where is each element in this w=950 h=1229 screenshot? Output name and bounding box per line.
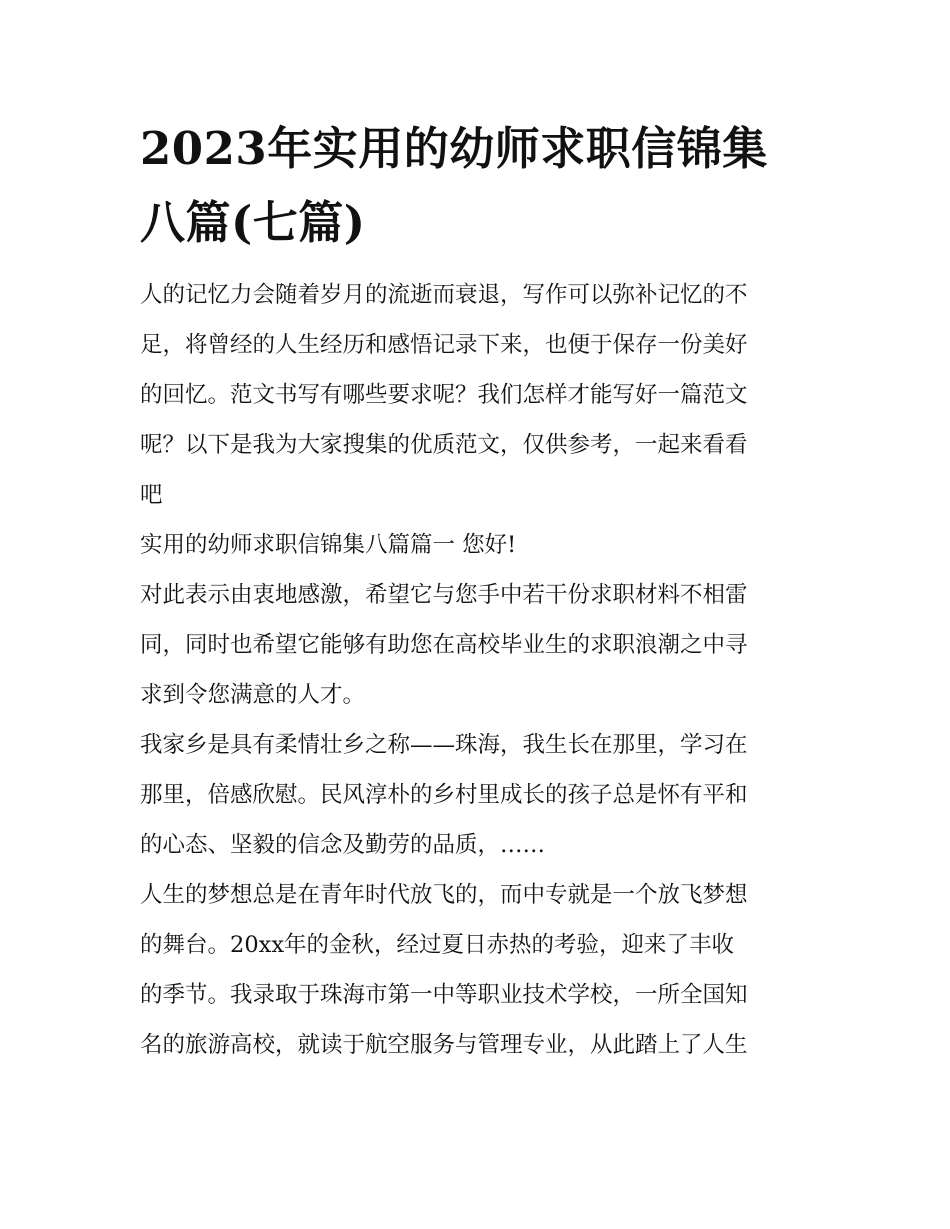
text-line: 实用的幼师求职信锦集八篇篇一 您好! [140,532,517,558]
paragraph-hometown [140,720,812,870]
title-line: 2023年实用的幼师求职信锦集 [140,122,768,175]
text-line: 求到令您满意的人才。 [140,682,366,708]
text-line: 呢？以下是我为大家搜集的优质范文，仅供参考，一起来看看 [140,432,748,458]
text-line: 名的旅游高校，就读于航空服务与管理专业，从此踏上了人生 [140,1032,748,1058]
text-line: 人的记忆力会随着岁月的流逝而衰退，写作可以弥补记忆的不 [140,282,748,308]
text-line: 人生的梦想总是在青年时代放飞的，而中专就是一个放飞梦想 [140,882,748,908]
text-line: 的心态、坚毅的信念及勤劳的品质，…… [140,832,546,858]
text-line: 的季节。我录取于珠海市第一中等职业技术学校，一所全国知 [140,982,748,1008]
document-page [140,112,812,1070]
document-body [140,270,812,1070]
paragraph-heading [140,520,812,570]
paragraph-gratitude [140,570,812,720]
paragraph-education [140,870,812,1070]
text-line: 同，同时也希望它能够有助您在高校毕业生的求职浪潮之中寻 [140,632,748,658]
text-line: 吧 [140,482,163,508]
text-line: 的舞台。20xx年的金秋，经过夏日赤热的考验，迎来了丰收 [140,932,735,958]
text-line: 我家乡是具有柔情壮乡之称——珠海，我生长在那里，学习在 [140,732,748,758]
text-line: 对此表示由衷地感激，希望它与您手中若干份求职材料不相雷 [140,582,748,608]
text-line: 那里，倍感欣慰。民风淳朴的乡村里成长的孩子总是怀有平和 [140,782,748,808]
text-line: 的回忆。范文书写有哪些要求呢？我们怎样才能写好一篇范文 [140,382,748,408]
text-line: 足，将曾经的人生经历和感悟记录下来，也便于保存一份美好 [140,332,748,358]
paragraph-intro [140,270,812,520]
title-line: 八篇(七篇) [140,196,366,249]
document-title [140,112,812,260]
